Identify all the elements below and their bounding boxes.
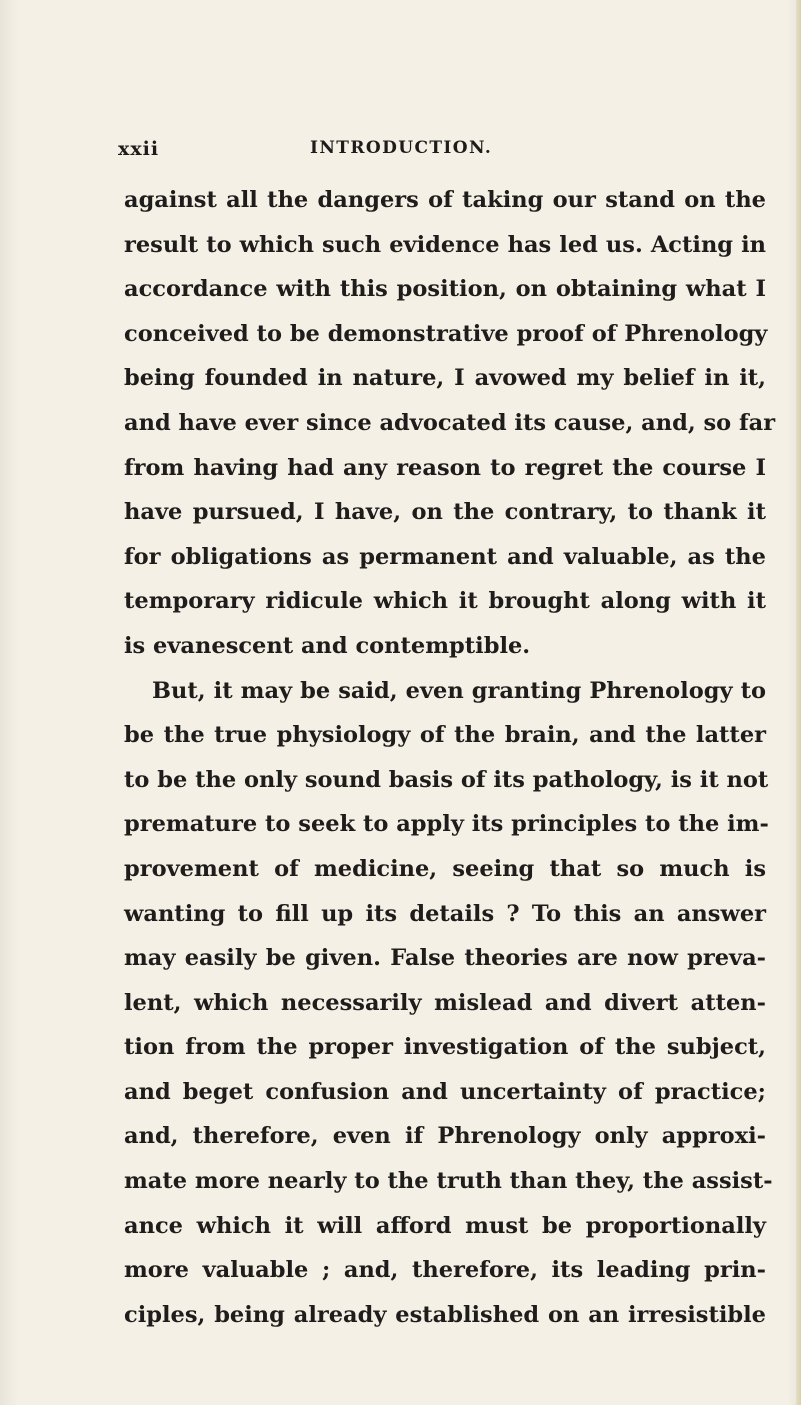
page-number: xxii bbox=[118, 138, 160, 160]
text-line: provement of medicine, seeing that so much is bbox=[124, 855, 766, 882]
text-line: wanting to fill up its details ? To this an answer bbox=[124, 900, 766, 927]
text-line: more valuable ; and, therefore, its leading prin- bbox=[124, 1257, 766, 1284]
text-line: But, it may be said, even granting Phrenology to bbox=[152, 677, 766, 704]
text-line: conceived to be demonstrative proof of Phrenology bbox=[124, 320, 768, 347]
text-line: be the true physiology of the brain, and the latter bbox=[124, 722, 766, 749]
text-line: to be the only sound basis of its pathology, is it not bbox=[124, 766, 769, 793]
body-text bbox=[124, 178, 776, 1337]
text-line: and have ever since advocated its cause, and, so far bbox=[124, 409, 776, 436]
text-line: for obligations as permanent and valuable, as the bbox=[124, 543, 766, 570]
page-header bbox=[118, 138, 718, 172]
text-line: and beget confusion and uncertainty of practice; bbox=[124, 1078, 766, 1105]
text-line: ance which it will afford must be proportionally bbox=[124, 1212, 766, 1239]
text-line: lent, which necessarily mislead and divert atten- bbox=[124, 989, 766, 1016]
text-line: tion from the proper investigation of the subject, bbox=[124, 1034, 766, 1061]
text-line: accordance with this position, on obtaining what I bbox=[124, 276, 766, 303]
text-line: may easily be given. False theories are now preva- bbox=[124, 945, 766, 972]
text-line: mate more nearly to the truth than they, the assist- bbox=[124, 1168, 773, 1195]
text-line: against all the dangers of taking our stand on the bbox=[124, 187, 766, 213]
text-line: ciples, being already established on an irresistible bbox=[124, 1301, 766, 1328]
text-line: from having had any reason to regret the course I bbox=[124, 454, 766, 481]
text-line: result to which such evidence has led us. Acting in bbox=[124, 231, 766, 258]
text-line: have pursued, I have, on the contrary, to thank it bbox=[124, 499, 766, 526]
text-line: being founded in nature, I avowed my belief in it, bbox=[124, 365, 766, 392]
running-head: INTRODUCTION. bbox=[310, 138, 493, 158]
page-edge bbox=[796, 0, 801, 1405]
text-line: premature to seek to apply its principles to the im- bbox=[124, 811, 769, 838]
text-line: and, therefore, even if Phrenology only approxi- bbox=[124, 1123, 766, 1150]
text-line: is evanescent and contemptible. bbox=[124, 632, 531, 659]
text-line: temporary ridicule which it brought along with it bbox=[124, 588, 766, 615]
